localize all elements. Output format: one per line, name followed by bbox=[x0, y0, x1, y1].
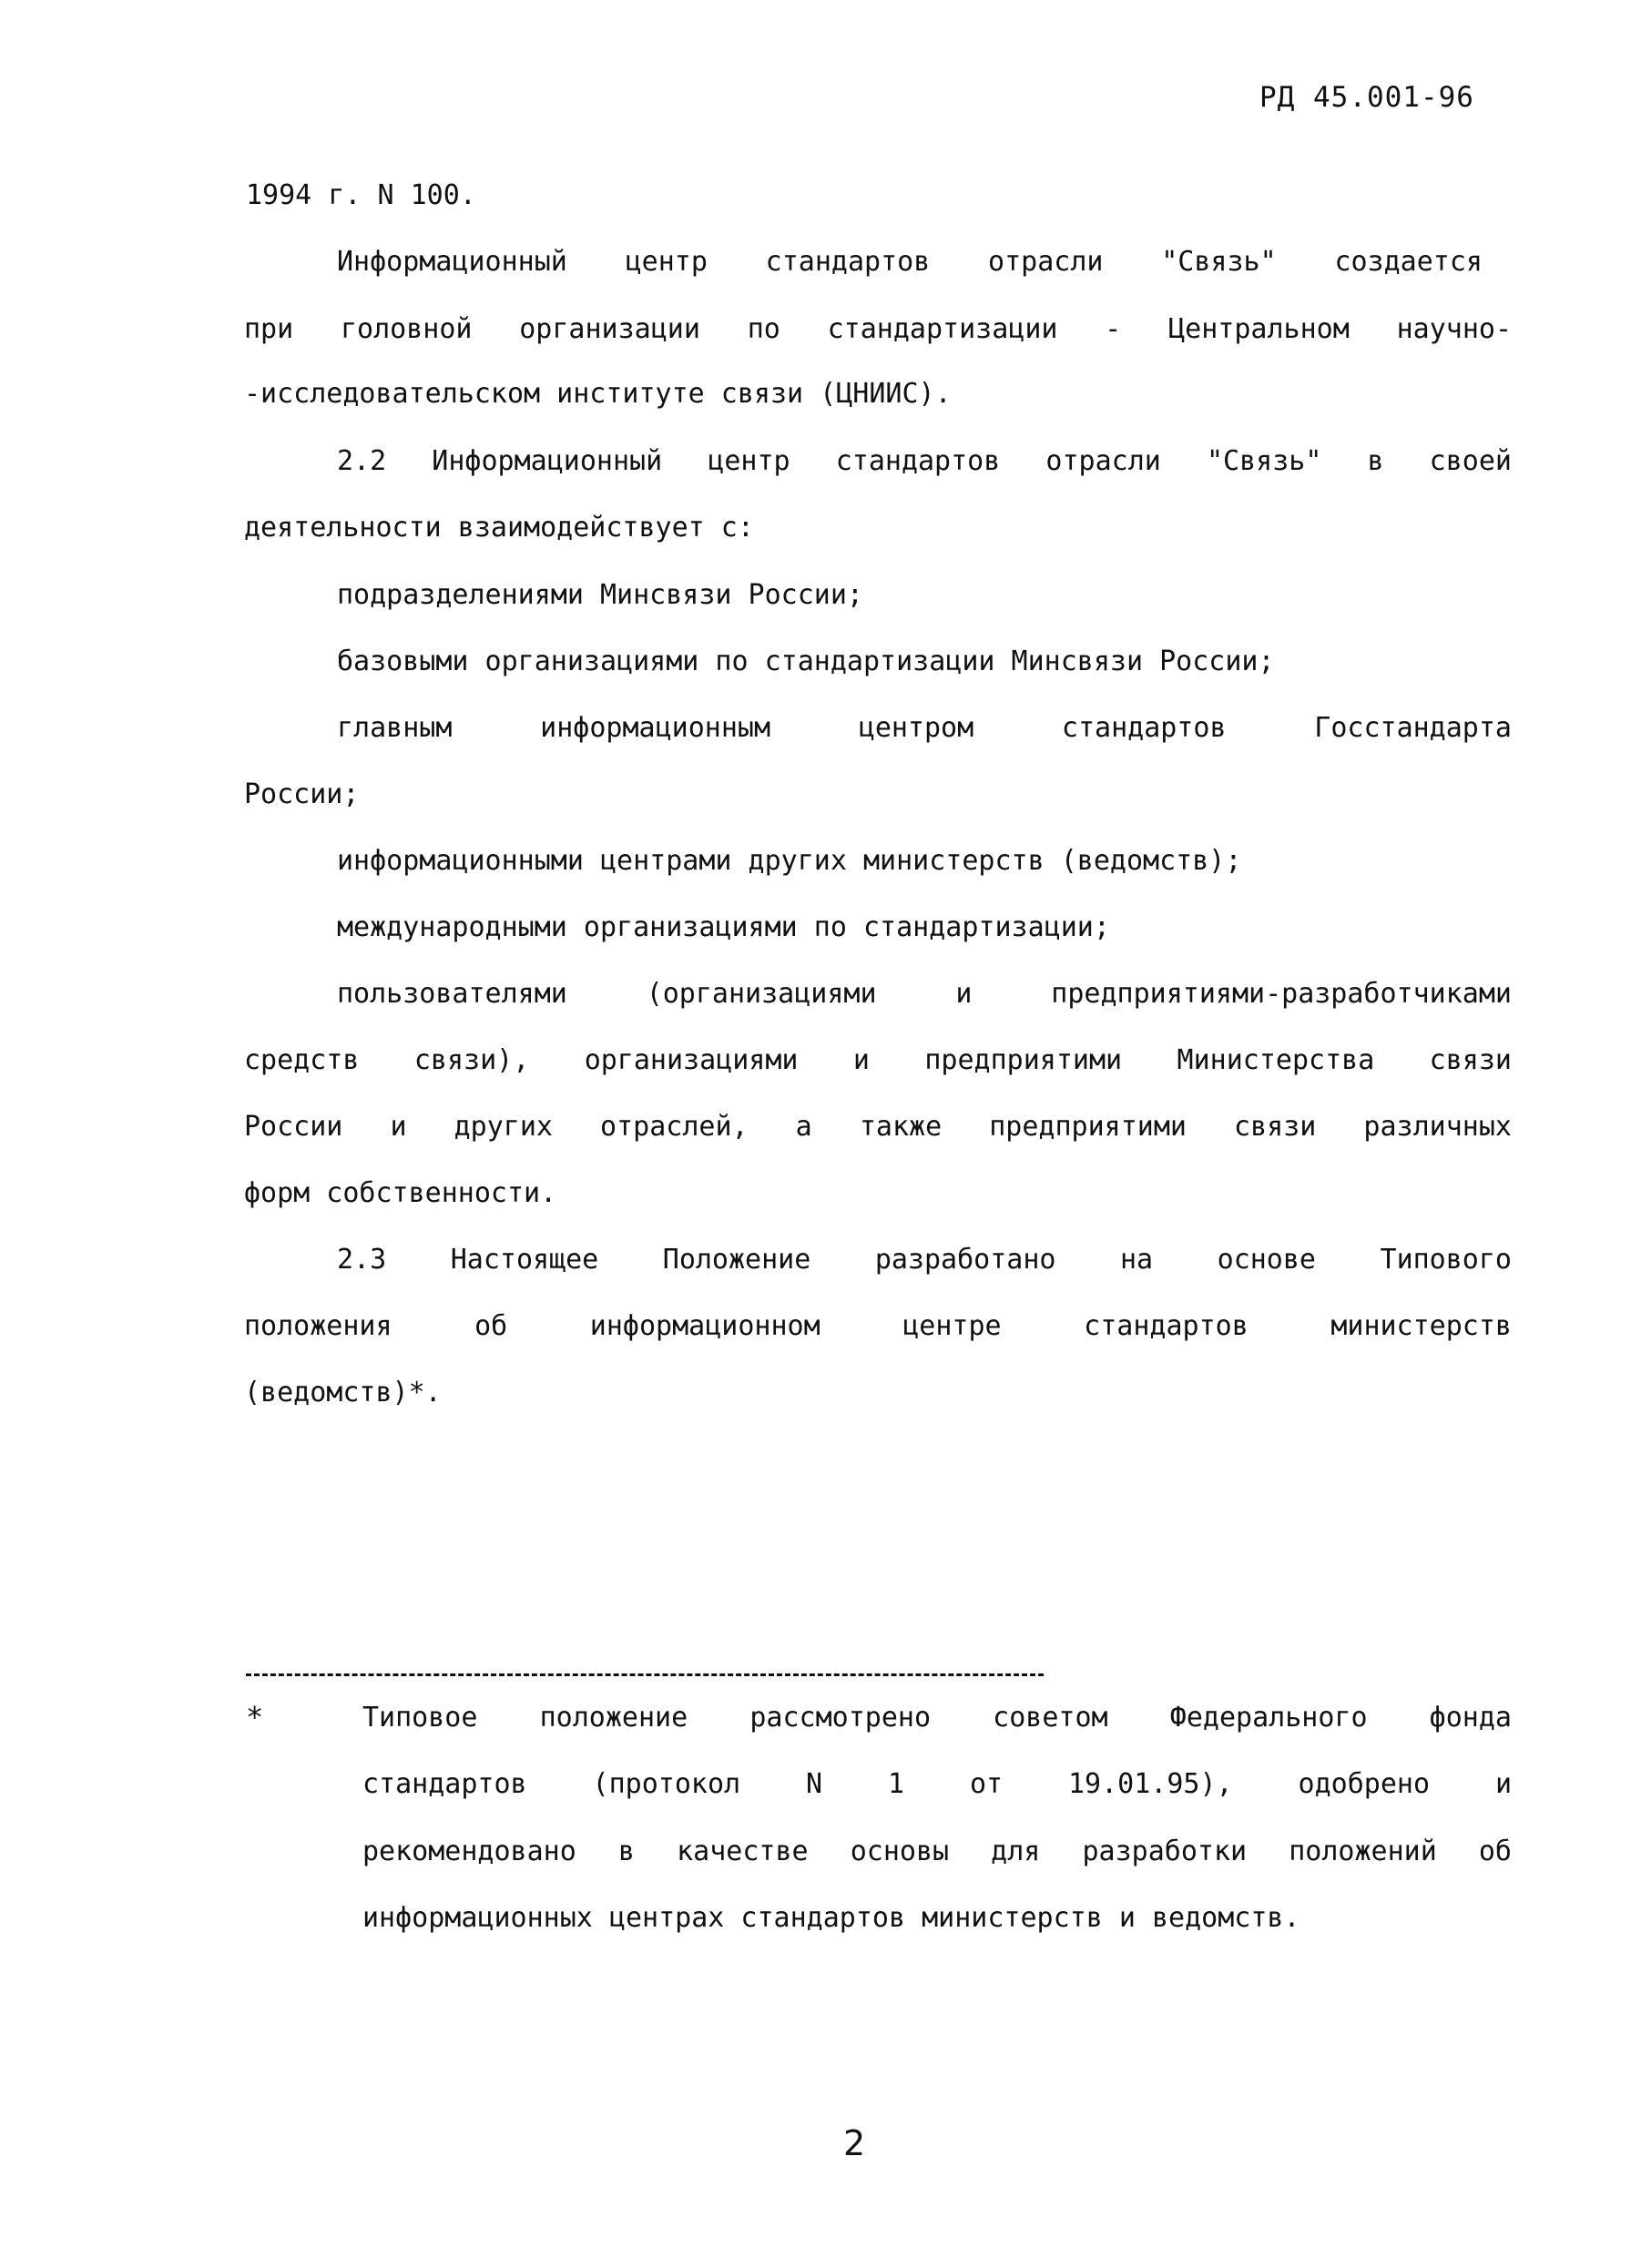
body-line-5: 2.2 Информационный центр стандартов отрасли "Связь" в своей bbox=[337, 445, 1512, 477]
body-line-1: 1994 г. N 100. bbox=[246, 179, 476, 211]
body-line-2: Информационный центр стандартов отрасли "Связь" создается bbox=[337, 246, 1483, 278]
document-number: РД 45.001-96 bbox=[1259, 81, 1474, 114]
footnote-line-3: рекомендовано в качестве основы для разработки положений об bbox=[362, 1836, 1512, 1867]
body-line-3: при головной организации по стандартизации - Центральном научно- bbox=[244, 313, 1512, 345]
body-line-11: информационными центрами других министерств (ведомств); bbox=[337, 845, 1242, 877]
footnote-marker: * bbox=[246, 1700, 264, 1734]
body-line-18: положения об информационном центре стандартов министерств bbox=[244, 1310, 1512, 1342]
body-line-13: пользователями (организациями и предприятиями-разработчиками bbox=[337, 978, 1512, 1010]
body-line-7: подразделениями Минсвязи России; bbox=[337, 579, 863, 611]
page-number: 2 bbox=[843, 2123, 866, 2163]
footnote-line-2: стандартов (протокол N 1 от 19.01.95), одобрено и bbox=[362, 1768, 1512, 1800]
body-line-19: (ведомств)*. bbox=[244, 1377, 442, 1409]
footnote-line-1: Типовое положение рассмотрено советом Федерального фонда bbox=[362, 1702, 1512, 1734]
footnote-separator bbox=[246, 1673, 1044, 1676]
body-line-14: средств связи), организациями и предприятими Министерства связи bbox=[244, 1044, 1512, 1076]
footnote-line-4: информационных центрах стандартов министерств и ведомств. bbox=[362, 1902, 1300, 1934]
body-line-17: 2.3 Настоящее Положение разработано на основе Типового bbox=[337, 1244, 1512, 1276]
body-line-16: форм собственности. bbox=[244, 1177, 557, 1209]
body-line-15: России и других отраслей, а также предприятими связи различных bbox=[244, 1111, 1512, 1143]
body-line-10: России; bbox=[244, 778, 360, 810]
body-line-8: базовыми организациями по стандартизации Минсвязи России; bbox=[337, 646, 1275, 677]
body-line-9: главным информационным центром стандартов Госстандарта bbox=[337, 712, 1512, 744]
body-line-4: -исследовательском институте связи (ЦНИИС). bbox=[244, 378, 952, 410]
body-line-12: международными организациями по стандартизации; bbox=[337, 911, 1110, 943]
body-line-6: деятельности взаимодействует с: bbox=[244, 512, 754, 544]
